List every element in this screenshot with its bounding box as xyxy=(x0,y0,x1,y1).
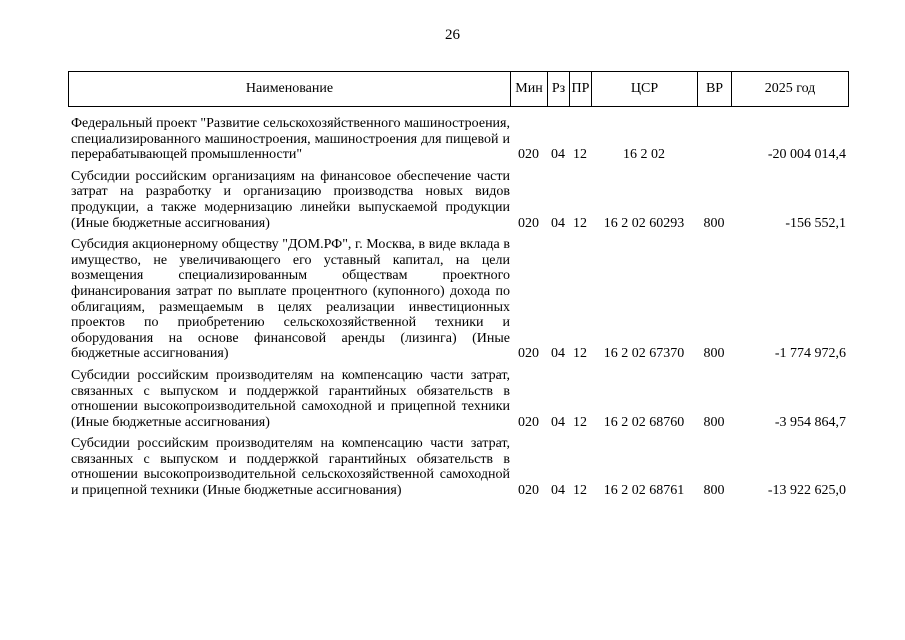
row-amount: -3 954 864,7 xyxy=(774,414,846,430)
row-min: 020 xyxy=(518,414,539,430)
table-row xyxy=(68,163,848,231)
row-vr xyxy=(697,110,731,163)
row-name: Субсидия акционерному обществу "ДОМ.РФ", г. Москва, в виде вклада в имущество, не увеличивающего его уставный капитал, на цели возмещения специализированным обществам проектного финансирования затрат по выплате процентного (купонного) дохода по облигациям, размещаемым в целях реализации инвестиционных проектов по приобретению сельскохозяйственной техники и оборудования на основе финансовой аренды (лизинга) (Иные бюджетные ассигнования) xyxy=(71,237,510,362)
header-name: Наименование xyxy=(69,72,511,107)
row-min: 020 xyxy=(518,215,539,231)
row-name: Субсидии российским организациям на финансовое обеспечение части затрат на разработку и организацию производства новых видов продукции, а также модернизацию линейки выпускаемой продукции (Иные бюджетные ассигнования) xyxy=(71,168,510,231)
table-header xyxy=(68,71,849,107)
row-name: Субсидии российским производителям на компенсацию части затрат, связанных с выпуском и поддержкой гарантийных обязательств в отношении высокопроизводительной самоходной и прицепной техники (Иные бюджетные ассигнования) xyxy=(71,367,510,430)
table-row xyxy=(68,110,848,163)
budget-table xyxy=(68,110,848,499)
row-amount: -20 004 014,4 xyxy=(767,147,846,163)
row-min: 020 xyxy=(518,346,539,362)
row-pr: 12 xyxy=(573,147,587,163)
row-min: 020 xyxy=(518,147,539,163)
row-pr: 12 xyxy=(573,414,587,430)
row-min: 020 xyxy=(518,483,539,499)
table-row xyxy=(68,231,848,362)
row-vr: 800 xyxy=(703,215,725,231)
row-csr: 16 2 02 xyxy=(623,147,665,163)
header-min: Мин xyxy=(511,72,548,107)
row-vr: 800 xyxy=(703,346,725,362)
row-rz: 04 xyxy=(551,483,565,499)
header-csr: ЦСР xyxy=(592,72,698,107)
row-amount: -156 552,1 xyxy=(785,215,846,231)
table-row xyxy=(68,430,848,498)
header-year: 2025 год xyxy=(732,72,849,107)
header-pr: ПР xyxy=(570,72,592,107)
row-rz: 04 xyxy=(551,147,565,163)
row-csr: 16 2 02 60293 xyxy=(603,215,685,231)
row-csr: 16 2 02 67370 xyxy=(603,346,685,362)
row-vr: 800 xyxy=(703,414,725,430)
row-pr: 12 xyxy=(573,346,587,362)
row-amount: -13 922 625,0 xyxy=(767,483,846,499)
row-csr: 16 2 02 68760 xyxy=(603,414,685,430)
row-amount: -1 774 972,6 xyxy=(774,346,846,362)
row-rz: 04 xyxy=(551,215,565,231)
row-name: Субсидии российским производителям на компенсацию части затрат, связанных с выпуском и поддержкой гарантийных обязательств в отношении высокопроизводительной сельскохозяйственной самоходной и прицепной техники (Иные бюджетные ассигнования) xyxy=(71,436,510,499)
row-pr: 12 xyxy=(573,215,587,231)
row-pr: 12 xyxy=(573,483,587,499)
row-name: Федеральный проект "Развитие сельскохозяйственного машиностроения, специализированного машиностроения, машиностроения для пищевой и перерабатывающей промышленности" xyxy=(71,116,510,163)
page-number: 26 xyxy=(445,27,460,43)
row-vr: 800 xyxy=(703,483,725,499)
header-rz: Рз xyxy=(548,72,570,107)
table-row xyxy=(68,362,848,430)
row-rz: 04 xyxy=(551,346,565,362)
row-csr: 16 2 02 68761 xyxy=(603,483,685,499)
header-vr: ВР xyxy=(698,72,732,107)
row-rz: 04 xyxy=(551,414,565,430)
